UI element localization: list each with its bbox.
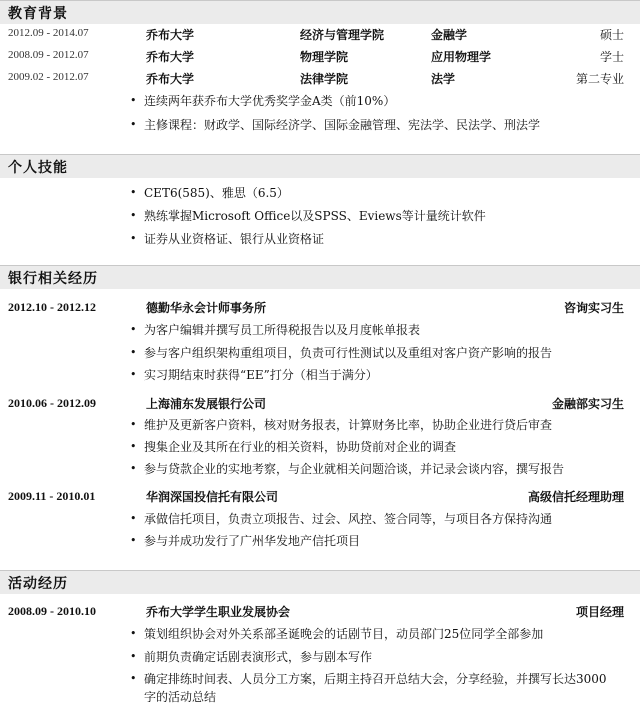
- section-title: 银行相关经历: [8, 271, 98, 287]
- edu-school: 乔布大学: [146, 50, 195, 64]
- bullet-icon: •: [130, 323, 137, 336]
- job-org: 德勤华永会计师事务所: [146, 301, 267, 315]
- bullet-icon: •: [130, 186, 137, 199]
- edu-college: 物理学院: [300, 50, 349, 64]
- bullet-icon: •: [130, 672, 137, 685]
- bullet-icon: •: [130, 512, 137, 525]
- section-title: 个人技能: [8, 160, 68, 176]
- edu-school: 乔布大学: [146, 28, 195, 42]
- job-header: [0, 602, 640, 620]
- edu-degree: 学士: [599, 50, 624, 64]
- bullet-text: 主修课程：财政学、国际经济学、国际金融管理、宪法学、民法学、刑法学: [144, 118, 541, 132]
- edu-date: 2008.09 - 2012.07: [8, 49, 89, 61]
- section-skills: [0, 154, 640, 178]
- job-org: 上海浦东发展银行公司: [146, 397, 267, 411]
- bullet-icon: •: [130, 440, 137, 453]
- edu-school: 乔布大学: [146, 72, 195, 86]
- bullet-text: 熟练掌握Microsoft Office以及SPSS、Eviews等计量统计软件: [144, 209, 486, 223]
- section-education: [0, 0, 640, 24]
- job-role: 咨询实习生: [563, 301, 624, 315]
- job-date: 2009.11 - 2010.01: [8, 489, 96, 503]
- job-date: 2012.10 - 2012.12: [8, 300, 96, 314]
- edu-major: 金融学: [431, 28, 468, 42]
- bullet-text: 参与贷款企业的实地考察，与企业就相关问题洽谈，并记录会谈内容，撰写报告: [144, 462, 565, 476]
- education-row: [0, 47, 640, 65]
- section-activity: [0, 570, 640, 594]
- bullet-icon: •: [130, 118, 137, 131]
- bullet-icon: •: [130, 346, 137, 359]
- bullet-icon: •: [130, 418, 137, 431]
- job-org: 华润深国投信托有限公司: [146, 490, 279, 504]
- job-role: 项目经理: [575, 605, 624, 619]
- bullet-text: 承做信托项目，负责立项报告、过会、风控、签合同等，与项目各方保持沟通: [144, 512, 553, 526]
- edu-major: 法学: [431, 72, 456, 86]
- bullet-text: 实习期结束时获得“EE”打分（相当于满分）: [144, 368, 378, 382]
- edu-date: 2009.02 - 2012.07: [8, 71, 89, 83]
- job-role: 高级信托经理助理: [527, 490, 624, 504]
- bullet-icon: •: [130, 368, 137, 381]
- job-date: 2010.06 - 2012.09: [8, 396, 96, 410]
- bullet-text: 策划组织协会对外关系部圣诞晚会的话剧节目，动员部门25位同学全部参加: [144, 627, 544, 641]
- bullet-icon: •: [130, 534, 137, 547]
- bullet-text: 为客户编辑并撰写员工所得税报告以及月度帐单报表: [144, 323, 421, 337]
- bullet-icon: •: [130, 650, 137, 663]
- bullet-text: 参与并成功发行了广州华发地产信托项目: [144, 534, 361, 548]
- bullet-icon: •: [130, 627, 137, 640]
- bullet-text: 确定排练时间表、人员分工方案，后期主持召开总结大会，分享经验，并撰写长达3000字的活动总结: [144, 672, 607, 704]
- job-org: 乔布大学学生职业发展协会: [146, 605, 291, 619]
- edu-major: 应用物理学: [431, 50, 492, 64]
- bullet-icon: •: [130, 462, 137, 475]
- bullet-text: 前期负责确定话剧表演形式，参与剧本写作: [144, 650, 373, 664]
- edu-college: 经济与管理学院: [300, 28, 385, 42]
- job-header: [0, 487, 640, 505]
- bullet-text: 维护及更新客户资料，核对财务报表，计算财务比率，协助企业进行贷后审查: [144, 418, 553, 432]
- bullet-text: 搜集企业及其所在行业的相关资料，协助贷前对企业的调查: [144, 440, 457, 454]
- education-row: [0, 69, 640, 87]
- edu-degree: 硕士: [599, 28, 624, 42]
- bullet-text: 连续两年获乔布大学优秀奖学金A类（前10%）: [144, 94, 396, 108]
- bullet-text: CET6(585)、雅思（6.5）: [144, 186, 289, 200]
- job-date: 2008.09 - 2010.10: [8, 604, 96, 618]
- bullet-icon: •: [130, 209, 137, 222]
- bullet-text: 参与客户组织架构重组项目，负责可行性测试以及重组对客户资产影响的报告: [144, 346, 553, 360]
- job-header: [0, 298, 640, 316]
- bullet-icon: •: [130, 232, 137, 245]
- section-bank: [0, 265, 640, 289]
- section-title: 活动经历: [8, 576, 68, 592]
- bullet-icon: •: [130, 94, 137, 107]
- job-header: [0, 394, 640, 412]
- bullet-text: 证券从业资格证、银行从业资格证: [144, 232, 325, 246]
- edu-date: 2012.09 - 2014.07: [8, 27, 89, 39]
- education-row: [0, 25, 640, 43]
- edu-degree: 第二专业: [575, 72, 624, 86]
- edu-college: 法律学院: [300, 72, 349, 86]
- section-title: 教育背景: [8, 6, 68, 22]
- job-role: 金融部实习生: [551, 397, 624, 411]
